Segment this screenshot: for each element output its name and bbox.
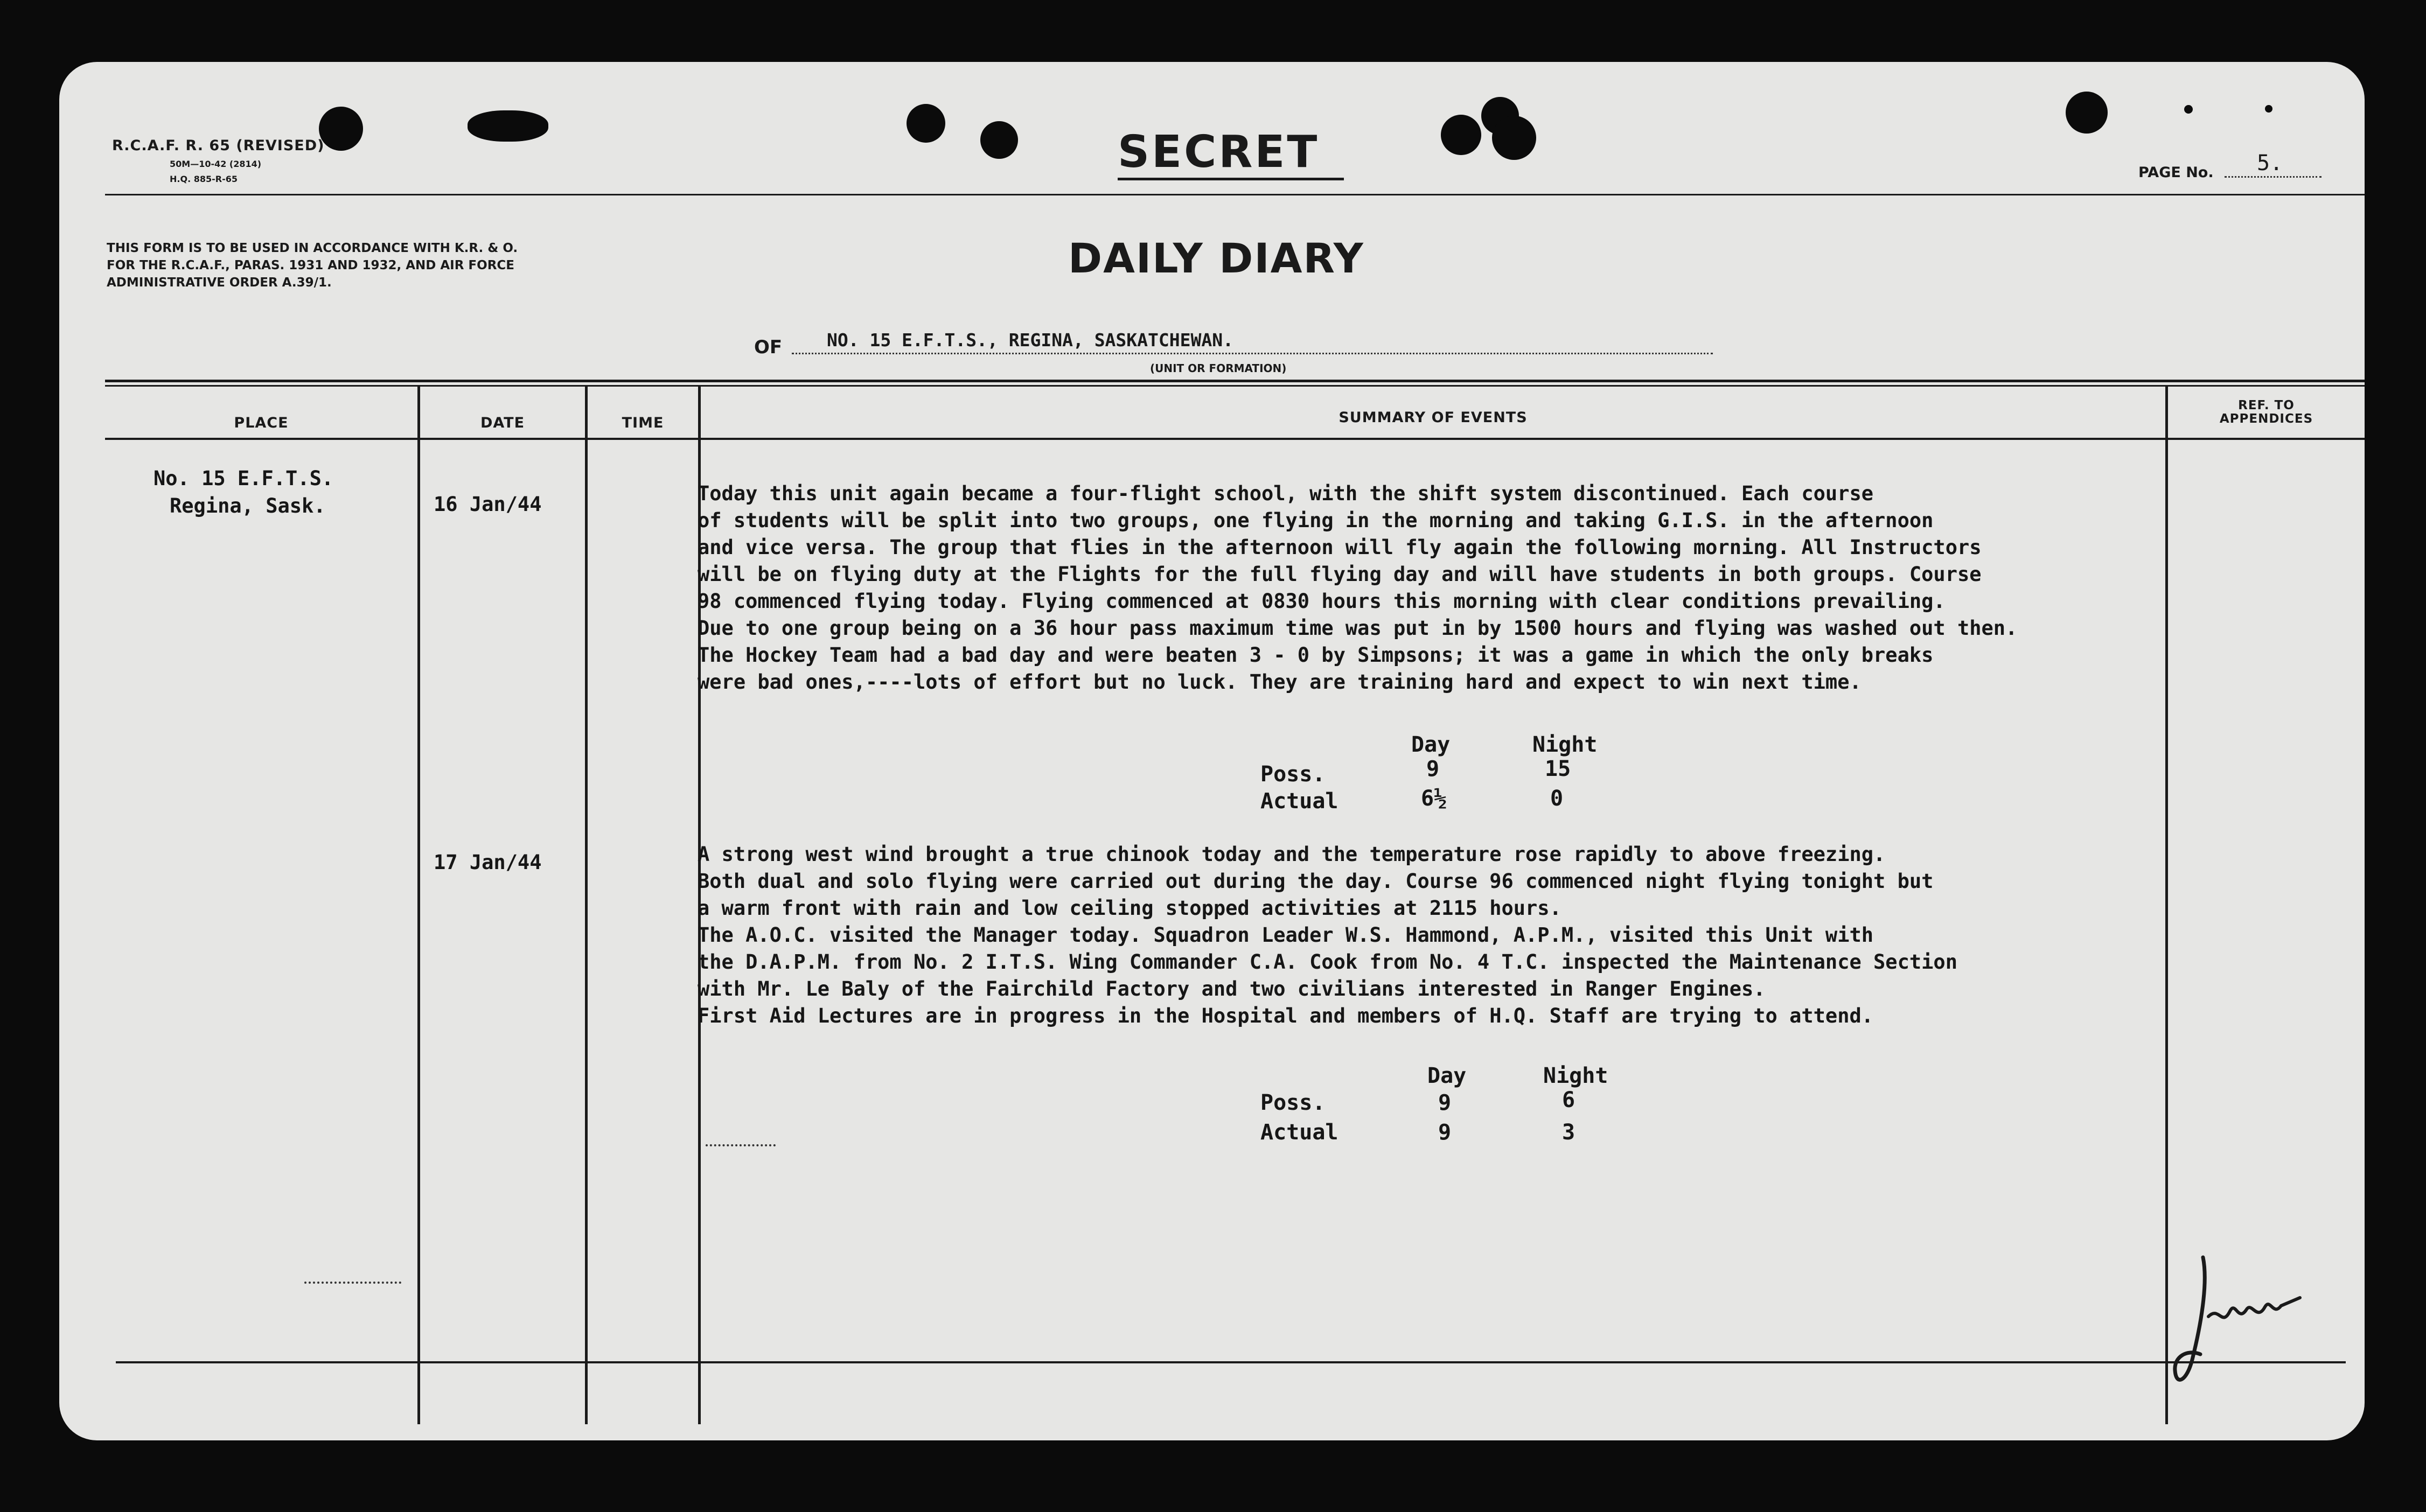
- classification-underline: [1118, 178, 1344, 180]
- column-divider: [585, 385, 588, 1424]
- punch-hole: [319, 107, 363, 151]
- place-unit: No. 15 E.F.T.S.: [154, 467, 334, 490]
- stats-row-day: 9: [1438, 1120, 1452, 1145]
- signature-jones: [2171, 1247, 2311, 1397]
- stats-row-label: Poss.: [1260, 1090, 1326, 1115]
- place-location: Regina, Sask.: [170, 494, 326, 517]
- entry-line: The Hockey Team had a bad day and were beaten 3 - 0 by Simpsons; it was a game in which the only breaks: [698, 643, 1934, 667]
- col-header-time: TIME: [622, 415, 664, 431]
- entry-date: 16 Jan/44: [434, 493, 542, 516]
- punch-hole: [2066, 92, 2108, 134]
- unit-name: NO. 15 E.F.T.S., REGINA, SASKATCHEWAN.: [827, 330, 1233, 351]
- stats-row-day: 9: [1438, 1090, 1452, 1115]
- table-top-rule: [105, 385, 2365, 387]
- entry-line: Both dual and solo flying were carried out during the day. Course 96 commenced night flying tonight but: [698, 870, 1934, 893]
- entry-line: A strong west wind brought a true chinook today and the temperature rose rapidly to above freezing.: [698, 843, 1886, 866]
- page-number: 5.: [2257, 151, 2283, 176]
- entry-line: Due to one group being on a 36 hour pass maximum time was put in by 1500 hours and flying was washed out then.: [698, 617, 2018, 640]
- page-number-leader: [2225, 176, 2322, 178]
- stats-day-header: Day: [1427, 1063, 1467, 1088]
- punch-hole: [2184, 105, 2193, 114]
- entry-line: were bad ones,----lots of effort but no luck. They are training hard and expect to win next time.: [698, 670, 1862, 694]
- entry-line: a warm front with rain and low ceiling stopped activities at 2115 hours.: [698, 897, 1561, 920]
- entry-line: will be on flying duty at the Flights for the full flying day and will have students in both groups. Course: [698, 563, 1982, 586]
- of-label: OF: [754, 337, 783, 358]
- stats-row-night: 3: [1562, 1120, 1575, 1145]
- punch-hole: [2265, 105, 2272, 113]
- stats-day-header: Day: [1411, 732, 1451, 757]
- form-instructions: THIS FORM IS TO BE USED IN ACCORDANCE WITH K.R. & O. FOR THE R.C.A.F., PARAS. 1931 AND 1932, AND AIR FORCE ADMINISTRATIVE ORDER A.39/1.: [107, 241, 518, 290]
- unit-caption: (UNIT OR FORMATION): [1150, 362, 1287, 375]
- punch-hole: [1441, 115, 1481, 155]
- col-header-summary: SUMMARY OF EVENTS: [1339, 409, 1528, 426]
- entry-line: The A.O.C. visited the Manager today. Squadron Leader W.S. Hammond, A.P.M., visited this Unit with: [698, 923, 1874, 947]
- stray-dots: [706, 1144, 776, 1146]
- stats-row-night: 6: [1562, 1088, 1575, 1112]
- entry-line: of students will be split into two groups, one flying in the morning and taking G.I.S. in the afternoon: [698, 509, 1934, 532]
- unit-leader: [792, 353, 1713, 354]
- col-header-appendices: APPENDICES: [2219, 412, 2313, 426]
- stray-dots: [304, 1282, 401, 1284]
- col-header-date: DATE: [480, 415, 525, 431]
- table-top-rule: [105, 380, 2365, 382]
- stats-row-day: 6½: [1421, 786, 1447, 811]
- punch-hole: [980, 121, 1018, 159]
- stats-night-header: Night: [1532, 732, 1598, 757]
- col-header-ref: REF. TO: [2238, 398, 2295, 412]
- column-divider: [2165, 385, 2168, 1424]
- entry-line: Today this unit again became a four-flight school, with the shift system discontinued. Each course: [698, 482, 1874, 505]
- page-title: DAILY DIARY: [1068, 234, 1364, 282]
- stats-row-label: Actual: [1260, 789, 1339, 814]
- stats-row-label: Actual: [1260, 1120, 1339, 1145]
- table-bottom-rule: [116, 1361, 2346, 1363]
- column-divider: [417, 385, 420, 1424]
- entry-line: and vice versa. The group that flies in the afternoon will fly again the following morning. All Instructors: [698, 536, 1982, 559]
- entry-line: 98 commenced flying today. Flying commenced at 0830 hours this morning with clear conditions prevailing.: [698, 590, 1946, 613]
- form-code: 50M—10-42 (2814): [170, 159, 262, 169]
- form-code: H.Q. 885-R-65: [170, 174, 238, 184]
- header-rule: [105, 194, 2365, 195]
- col-header-place: PLACE: [234, 415, 289, 431]
- stats-row-night: 15: [1545, 757, 1571, 781]
- punch-hole: [1492, 116, 1536, 160]
- diary-sheet: [59, 62, 2365, 1440]
- stats-row-label: Poss.: [1260, 762, 1326, 787]
- entry-date: 17 Jan/44: [434, 851, 542, 874]
- punch-hole: [468, 110, 548, 142]
- entry-line: First Aid Lectures are in progress in the Hospital and members of H.Q. Staff are trying to attend.: [698, 1004, 1874, 1027]
- stats-row-night: 0: [1550, 786, 1564, 811]
- stats-row-day: 9: [1426, 757, 1440, 781]
- classification-stamp: SECRET: [1118, 127, 1320, 178]
- column-header-rule: [105, 438, 2365, 440]
- stats-night-header: Night: [1543, 1063, 1608, 1088]
- entry-line: with Mr. Le Baly of the Fairchild Factory and two civilians interested in Ranger Engines.: [698, 977, 1766, 1000]
- page-label: PAGE No.: [2138, 164, 2214, 181]
- form-reference: R.C.A.F. R. 65 (REVISED): [112, 137, 325, 154]
- punch-hole: [907, 104, 945, 143]
- entry-line: the D.A.P.M. from No. 2 I.T.S. Wing Commander C.A. Cook from No. 4 T.C. inspected the Maintenance Section: [698, 950, 1957, 974]
